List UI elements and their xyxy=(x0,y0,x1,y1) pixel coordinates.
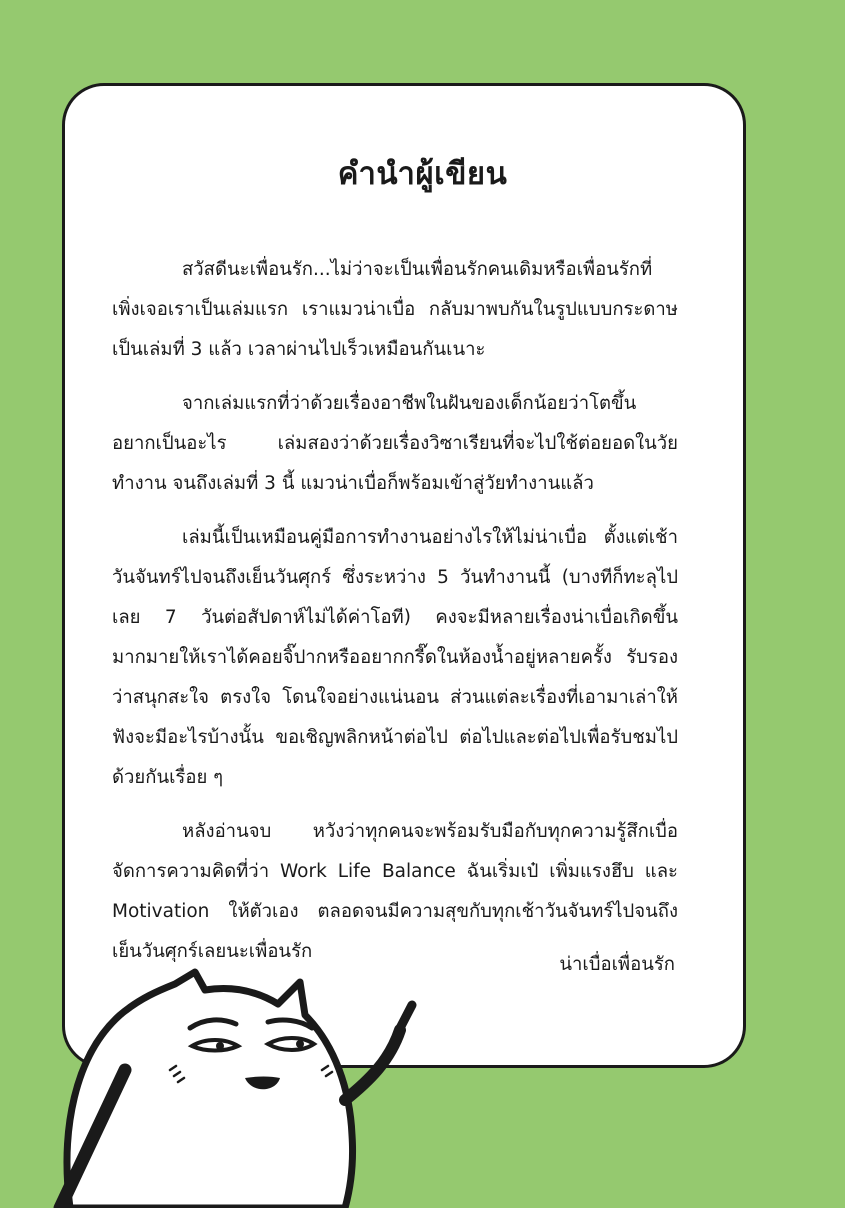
paragraph-2: จากเล่มแรกที่ว่าด้วยเรื่องอาชีพในฝันของเด็กน้อยว่าโตขึ้นอยากเป็นอะไร เล่มสองว่าด้วยเรื่องวิซาเรียนที่จะไปใช้ต่อยอดในวัยทำงาน จนถึงเล่มที่ 3 นี้ แมวน่าเบื่อก็พร้อมเข้าสู่วัยทำงานแล้ว xyxy=(112,393,678,494)
author-signature: น่าเบื่อเพื่อนรัก xyxy=(559,954,675,975)
paragraph-4: หลังอ่านจบ หวังว่าทุกคนจะพร้อมรับมือกับทุกความรู้สึกเบื่อ จัดการความคิดที่ว่า Work Life Balance ฉันเริ่มเป๋ เพิ่มแรงฮึบ และ Motivation ให้ตัวเอง ตลอดจนมีความสุขกับทุกเช้าวันจันทร์ไปจนถึงเย็นวันศุกร์เลยนะเพื่อนรัก xyxy=(112,821,678,962)
cat-left-eye xyxy=(192,1040,238,1051)
cat-raised-arm xyxy=(345,1030,400,1100)
paragraph-1: สวัสดีนะเพื่อนรัก...ไม่ว่าจะเป็นเพื่อนรักคนเดิมหรือเพื่อนรักที่เพิ่งเจอเราเป็นเล่มแรก เราแมวน่าเบื่อ กลับมาพบกันในรูปแบบกระดาษเป็นเล่มที่ 3 แล้ว เวลาผ่านไปเร็วเหมือนกันเนาะ xyxy=(112,259,678,360)
body-text xyxy=(112,250,678,986)
pen-icon xyxy=(398,1005,412,1032)
cat-right-eye xyxy=(268,1038,314,1050)
paragraph-3: เล่มนี้เป็นเหมือนคู่มือการทำงานอย่างไรให้ไม่น่าเบื่อ ตั้งแต่เช้าวันจันทร์ไปจนถึงเย็นวันศุกร์ ซึ่งระหว่าง 5 วันทำงานนี้ (บางทีก็ทะลุไปเลย 7 วันต่อสัปดาห์ไม่ได้ค่าโอที) คงจะมีหลายเรื่องน่าเบื่อเกิดขึ้นมากมายให้เราได้คอยจิ๊ปากหรืออยากกรี๊ดในห้องน้ำอยู่หลายครั้ง รับรองว่าสนุกสะใจ ตรงใจ โดนใจอย่างแน่นอน ส่วนแต่ละเรื่องที่เอามาเล่าให้ฟังจะมีอะไรบ้างนั้น ขอเชิญพลิกหน้าต่อไป ต่อไปและต่อไปเพื่อรับชมไปด้วยกันเรื่อย ๆ xyxy=(112,527,678,788)
page-title: คำนำผู้เขียน xyxy=(337,156,508,192)
cat-mascot-illustration xyxy=(0,960,440,1208)
